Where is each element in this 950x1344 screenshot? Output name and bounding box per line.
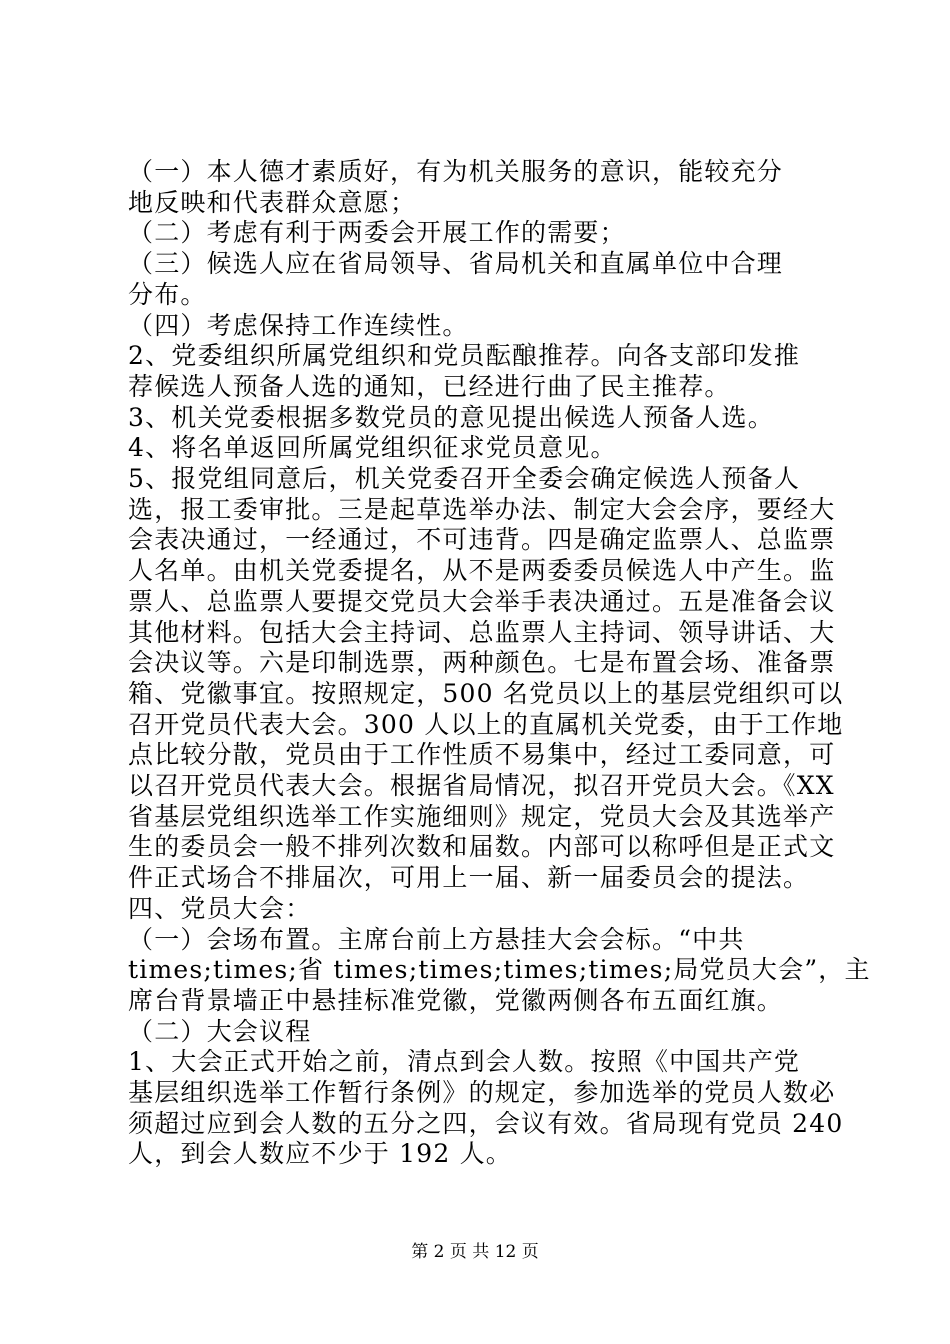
text-line: 其他材料。包括大会主持词、总监票人主持词、领导讲话、大 (128, 617, 836, 647)
text-line: 召开党员代表大会。300 人以上的直属机关党委，由于工作地 (128, 709, 844, 739)
text-line: 省基层党组织选举工作实施细则》规定，党员大会及其选举产 (128, 801, 836, 831)
text-line: 生的委员会一般不排列次数和届数。内部可以称呼但是正式文 (128, 832, 836, 862)
text-line: （四）考虑保持工作连续性。 (128, 310, 469, 340)
text-line: 地反映和代表群众意愿； (128, 187, 417, 217)
text-line: 点比较分散，党员由于工作性质不易集中，经过工委同意，可 (128, 740, 836, 770)
text-line: （一）本人德才素质好，有为机关服务的意识，能较充分 (128, 157, 784, 186)
text-line: 四、党员大会： (128, 893, 312, 923)
text-line: （一）会场布置。主席台前上方悬挂大会会标。“中共 (128, 924, 745, 954)
text-line: 人名单。由机关党委提名，从不是两委委员候选人中产生。监 (128, 556, 836, 586)
text-line: 3、机关党委根据多数党员的意见提出候选人预备人选。 (128, 402, 774, 432)
text-line: 2、党委组织所属党组织和党员酝酿推荐。向各支部印发推 (128, 341, 801, 371)
text-line: 4、将名单返回所属党组织征求党员意见。 (128, 433, 617, 463)
text-line: 分布。 (128, 279, 207, 309)
text-line: （二）考虑有利于两委会开展工作的需要； (128, 218, 626, 248)
text-line: 人，到会人数应不少于 192 人。 (128, 1139, 513, 1169)
text-line: 箱、党徽事宜。按照规定，500 名党员以上的基层党组织可以 (128, 678, 844, 708)
text-line: （二）大会议程 (128, 1016, 312, 1046)
text-line: 票人、总监票人要提交党员大会举手表决通过。五是准备会议 (128, 586, 836, 616)
text-line: 选，报工委审批。三是起草选举办法、制定大会会序，要经大 (128, 494, 836, 524)
text-line: 须超过应到会人数的五分之四，会议有效。省局现有党员 240 (128, 1108, 844, 1138)
text-line: 荐候选人预备人选的通知，已经进行曲了民主推荐。 (128, 371, 731, 401)
text-line: 会决议等。六是印制选票，两种颜色。七是布置会场、准备票 (128, 648, 836, 678)
text-line: 基层组织选举工作暂行条例》的规定，参加选举的党员人数必 (128, 1078, 836, 1107)
text-line: 5、报党组同意后，机关党委召开全委会确定候选人预备人 (128, 464, 801, 493)
text-line: times;times;省 times;times;times;times;局党员大会”，主 (128, 955, 871, 985)
text-line: 以召开党员代表大会。根据省局情况，拟召开党员大会。《XX (128, 771, 835, 800)
text-line: 会表决通过，一经通过，不可违背。四是确定监票人、总监票 (128, 525, 836, 555)
text-line: （三）候选人应在省局领导、省局机关和直属单位中合理 (128, 249, 784, 279)
page-footer: 第 2 页 共 12 页 (411, 1242, 539, 1262)
text-line: 席台背景墙正中悬挂标准党徽，党徽两侧各布五面红旗。 (128, 985, 784, 1015)
text-line: 1、大会正式开始之前，清点到会人数。按照《中国共产党 (128, 1047, 801, 1077)
text-line: 件正式场合不排届次，可用上一届、新一届委员会的提法。 (128, 863, 810, 893)
